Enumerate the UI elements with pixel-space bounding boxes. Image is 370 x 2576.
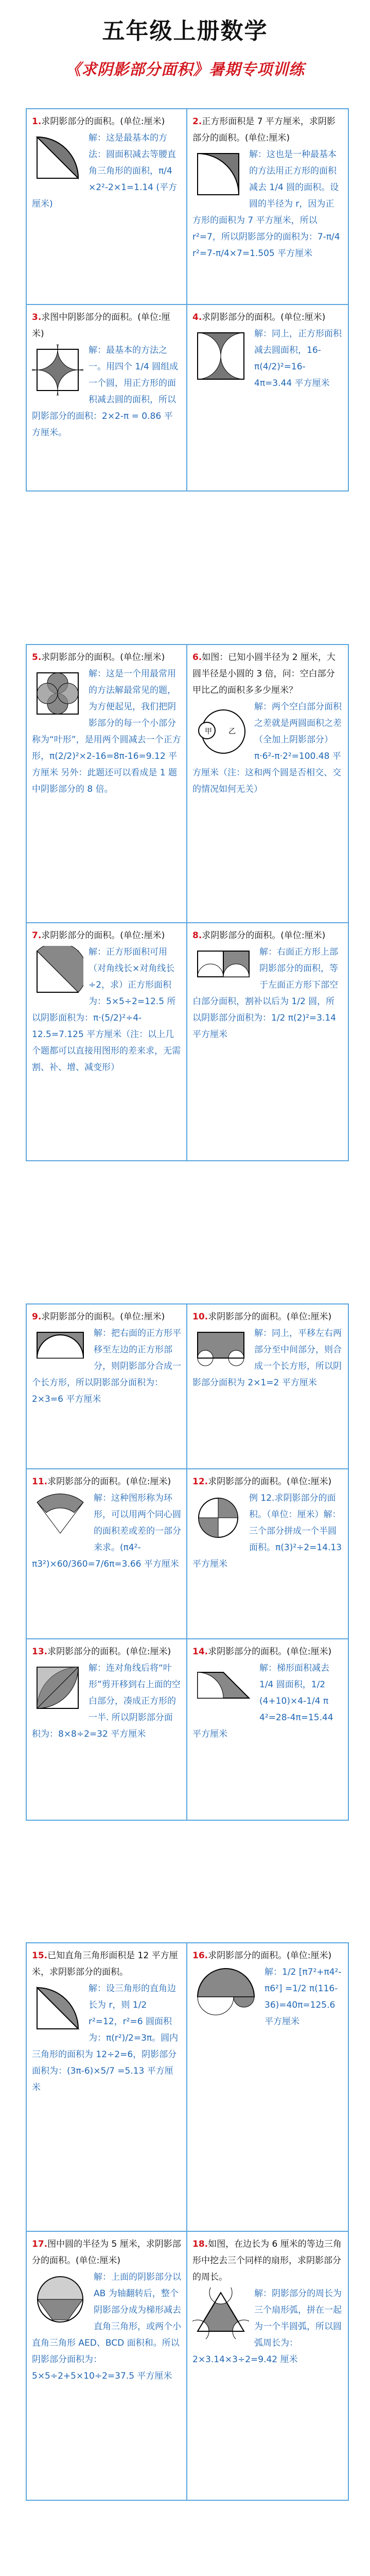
problem-number: 18. (192, 2239, 208, 2249)
figure-triangle-sectors (192, 2287, 249, 2339)
figure-circle-trapezoid (32, 2271, 89, 2328)
problem-3 (27, 305, 187, 490)
problem-9 (27, 1304, 187, 1469)
problem-question: 求阴影部分的面积。(单位:厘米) (208, 1477, 332, 1487)
problem-14 (187, 1639, 348, 1820)
problem-question: 求阴影部分的面积。(单位:厘米) (41, 1312, 165, 1322)
problem-question: 求阴影部分的面积。(单位:厘米) (41, 116, 165, 127)
problem-solution: 解：这也是一种最基本的方法用正方形的面积减去 1/4 圆的面积。设圆的半径为 r，因为正方形的面积为 7 平方厘米，所以 r²=7，所以阴影部分的面积为：7-π/4 r²=7-π/4×7=1.505 平方厘米 (192, 149, 340, 259)
problem-solution: 解：同上，正方形面积减去圆面积，16-π(4/2)²=16-4π=3.44 平方厘米 (254, 329, 342, 388)
problem-solution: 解：两个空白部分面积之差就是两圆面积之差（全加上阴影部分）π·6²-π·2²=100.48 平方厘米（注：这和两个圆是否相交、交的情况如何无关） (192, 702, 342, 794)
problem-solution: 解：设三角形的直角边长为 r，则 1/2 r²=12，r²=6 圆面积为：π(r²)/2=3π。圆内三角形的面积为 12÷2=6，阴影部分面积为：(3π-6)×5/7 =5.13 平方厘米 (32, 1984, 179, 2093)
figure-semicircles (192, 1966, 259, 2018)
problem-11 (27, 1469, 187, 1639)
figure-square-four-quarter-circles (32, 344, 83, 396)
problem-solution: 解：1/2 [π7²+π4²-π6²] =1/2 π(116-36)=40π=125.6 平方厘米 (265, 1967, 342, 2027)
figure-rectangle-arcs (32, 1327, 89, 1368)
problem-number: 1. (32, 116, 42, 127)
problem-question: 图中圆的半径为 5 厘米，求阴影部分的面积。(单位:厘米) (32, 2239, 181, 2266)
problem-card-3 (26, 1303, 349, 1821)
problem-solution: 解：这是最基本的方法：圆面积减去等腰直角三角形的面积，π/4 ×2²-2×1=1.14 (平方厘米) (32, 133, 178, 209)
problem-17 (27, 2232, 187, 2500)
problem-4 (187, 305, 348, 490)
problem-number: 13. (32, 1647, 48, 1657)
problem-10 (187, 1304, 348, 1469)
figure-quarter-circle (32, 132, 83, 189)
problem-solution: 解：这种图形称为环形，可以用两个同心圆的面积差或差的一部分来求。(π4²-π3²)×60/360=7/6π=3.66 平方厘米 (32, 1493, 181, 1569)
problem-solution: 例 12.求阴影部分的面积。（单位：厘米）解：三个部分拼成一个半圆面积。π(3)²÷2=14.13 平方厘米 (192, 1493, 342, 1569)
problem-number: 17. (32, 2239, 48, 2249)
problem-number: 2. (192, 116, 202, 127)
figure-ring-sector (32, 1492, 89, 1538)
problem-solution: 解：梯形面积减去 1/4 圆面积，1/2 (4+10)×4-1/4 π 4²=28-4π=15.44 平方厘米 (192, 1663, 333, 1739)
problem-5 (27, 645, 187, 923)
problem-6 (187, 645, 348, 923)
problem-question: 求图中阴影部分的面积。(单位:厘米) (32, 312, 170, 339)
problem-row (27, 1469, 348, 1639)
problem-solution: 解：把右面的正方形平移至左边的正方形部分，则阴影部分合成一个长方形，所以阴影部分面积为：2×3=6 平方厘米 (32, 1328, 181, 1404)
figure-four-leaf (32, 668, 83, 719)
problem-solution: 解：这是一个用最常用的方法解最常见的题，为方便起见，我们把阴影部分的每一个小部分称为“叶形”，是用两个圆减去一个正方形，π(2/2)²×2-16=8π-16=9.12 平方厘米 另外：此题还可以看成是 1 题中阴影部分的 8 倍。 (32, 669, 181, 794)
figure-square-half-circles (192, 328, 249, 384)
problem-number: 6. (192, 652, 202, 663)
problem-row (27, 1943, 348, 2232)
page-subtitle: 《求阴影部分面积》暑期专项训练 (65, 61, 305, 79)
problem-solution: 解：右面正方形上部阴影部分的面积，等于左面正方形下部空白部分面积，割补以后为 1/2 圆，所以阴影部分面积为：1/2 π(2)²=3.14 平方厘米 (192, 947, 338, 1040)
problem-number: 14. (192, 1647, 208, 1657)
problem-number: 5. (32, 652, 42, 663)
problem-card-1 (26, 108, 349, 492)
problem-card-2 (26, 644, 349, 1161)
problem-row (27, 1304, 348, 1469)
problem-question: 求阴影部分的面积。(单位:厘米) (202, 312, 326, 323)
problem-number: 4. (192, 312, 202, 323)
problem-1 (27, 109, 187, 305)
problem-16 (187, 1943, 348, 2232)
problem-row (27, 1639, 348, 1820)
figure-label-jia: 甲 (205, 727, 212, 736)
figure-label-yi: 乙 (228, 727, 236, 736)
problem-number: 8. (192, 930, 202, 941)
problem-solution: 解：同上，平移左右两部分至中间部分，则合成一个长方形，所以阴影部分面积为 2×1=2 平方厘米 (192, 1328, 342, 1388)
problem-12 (187, 1469, 348, 1639)
problem-number: 9. (32, 1312, 42, 1322)
problem-question: 求阴影部分的面积。(单位:厘米) (47, 1477, 171, 1487)
problem-solution: 解：正方形面积可用（对角线长×对角线长÷2，求）正方形面积为：5×5÷2=12.5 所以阴影面积为：π·(5/2)²÷4-12.5=7.125 平方厘米（注：以上几个题都可以直接用图形的差来求，无需割、补、增、减变形） (32, 947, 181, 1073)
problem-question: 求阴影部分的面积。(单位:厘米) (208, 1647, 332, 1657)
figure-square-leaf (32, 1662, 83, 1719)
problem-question: 已知直角三角形面积是 12 平方厘米，求阴影部分的面积。 (32, 1951, 178, 1977)
problem-solution: 解：上面的阴影部分以 AB 为轴翻转后，整个阴影部分成为梯形减去直角三角形，或两个小直角三角形 AED、BCD 面积和。所以阴影部分面积为：5×5÷2+5×10÷2=37.5 平方厘米 (32, 2272, 181, 2381)
problem-question: 如图，在边长为 6 厘米的等边三角形中挖去三个同样的扇形，求阴影部分的周长。 (192, 2239, 342, 2282)
problem-row (27, 2232, 348, 2500)
figure-square-diagonal-arc (32, 946, 83, 997)
problem-8 (187, 923, 348, 1160)
problem-question: 求阴影部分的面积。(单位:厘米) (41, 930, 165, 941)
problem-2 (187, 109, 348, 305)
problem-number: 3. (32, 312, 42, 323)
problem-18 (187, 2232, 348, 2500)
figure-square-quarter-circle (192, 148, 244, 200)
problem-row (27, 645, 348, 923)
problem-question: 求阴影部分的面积。(单位:厘米) (47, 1647, 171, 1657)
problem-13 (27, 1639, 187, 1820)
problem-number: 16. (192, 1951, 208, 1961)
figure-trapezoid-quarter-circle (192, 1662, 254, 1708)
problem-solution: 解：连对角线后将“叶形”剪开移到右上面的空白部分，凑成正方形的一半. 所以阴影部分面积为：8×8÷2=32 平方厘米 (32, 1663, 181, 1739)
problem-number: 12. (192, 1477, 208, 1487)
problem-row (27, 923, 348, 1160)
problem-row (27, 305, 348, 490)
figure-three-squares-arcs (192, 1327, 249, 1368)
problem-number: 10. (192, 1312, 208, 1322)
problem-number: 7. (32, 930, 42, 941)
figure-half-circle-pieces (192, 1492, 244, 1544)
problem-question: 正方形面积是 7 平方厘米，求阴影部分的面积。(单位:厘米) (192, 116, 336, 143)
figure-two-squares-arcs (192, 946, 254, 987)
problem-question: 求阴影部分的面积。(单位:厘米) (202, 930, 326, 941)
problem-question: 求阴影部分的面积。(单位:厘米) (208, 1312, 332, 1322)
problem-solution: 解：阴影部分的周长为三个扇形弧，拼在一起为一个半圆弧，所以圆弧周长为：2×3.14×3÷2=9.42 厘米 (192, 2289, 342, 2365)
figure-two-circles (192, 701, 249, 757)
page-title: 五年级上册数学 (102, 18, 268, 44)
problem-solution: 解：最基本的方法之一。用四个 1/4 圆组成一个圆，用正方形的面积减去圆的面积，所以阴影部分的面积：2×2-π = 0.86 平方厘米。 (32, 345, 179, 438)
problem-question: 求阴影部分的面积。(单位:厘米) (41, 652, 165, 663)
problem-row (27, 109, 348, 305)
problem-number: 15. (32, 1951, 48, 1961)
figure-right-triangle-circle (32, 1982, 83, 2039)
problem-card-4 (26, 1942, 349, 2501)
problem-15 (27, 1943, 187, 2232)
problem-7 (27, 923, 187, 1160)
problem-number: 11. (32, 1477, 48, 1487)
problem-question: 求阴影部分的面积。(单位:厘米) (208, 1951, 332, 1961)
problem-question: 如图：已知小圆半径为 2 厘米，大圆半径是小圆的 3 倍，问：空白部分甲比乙的面积多多少厘米？ (192, 652, 336, 696)
